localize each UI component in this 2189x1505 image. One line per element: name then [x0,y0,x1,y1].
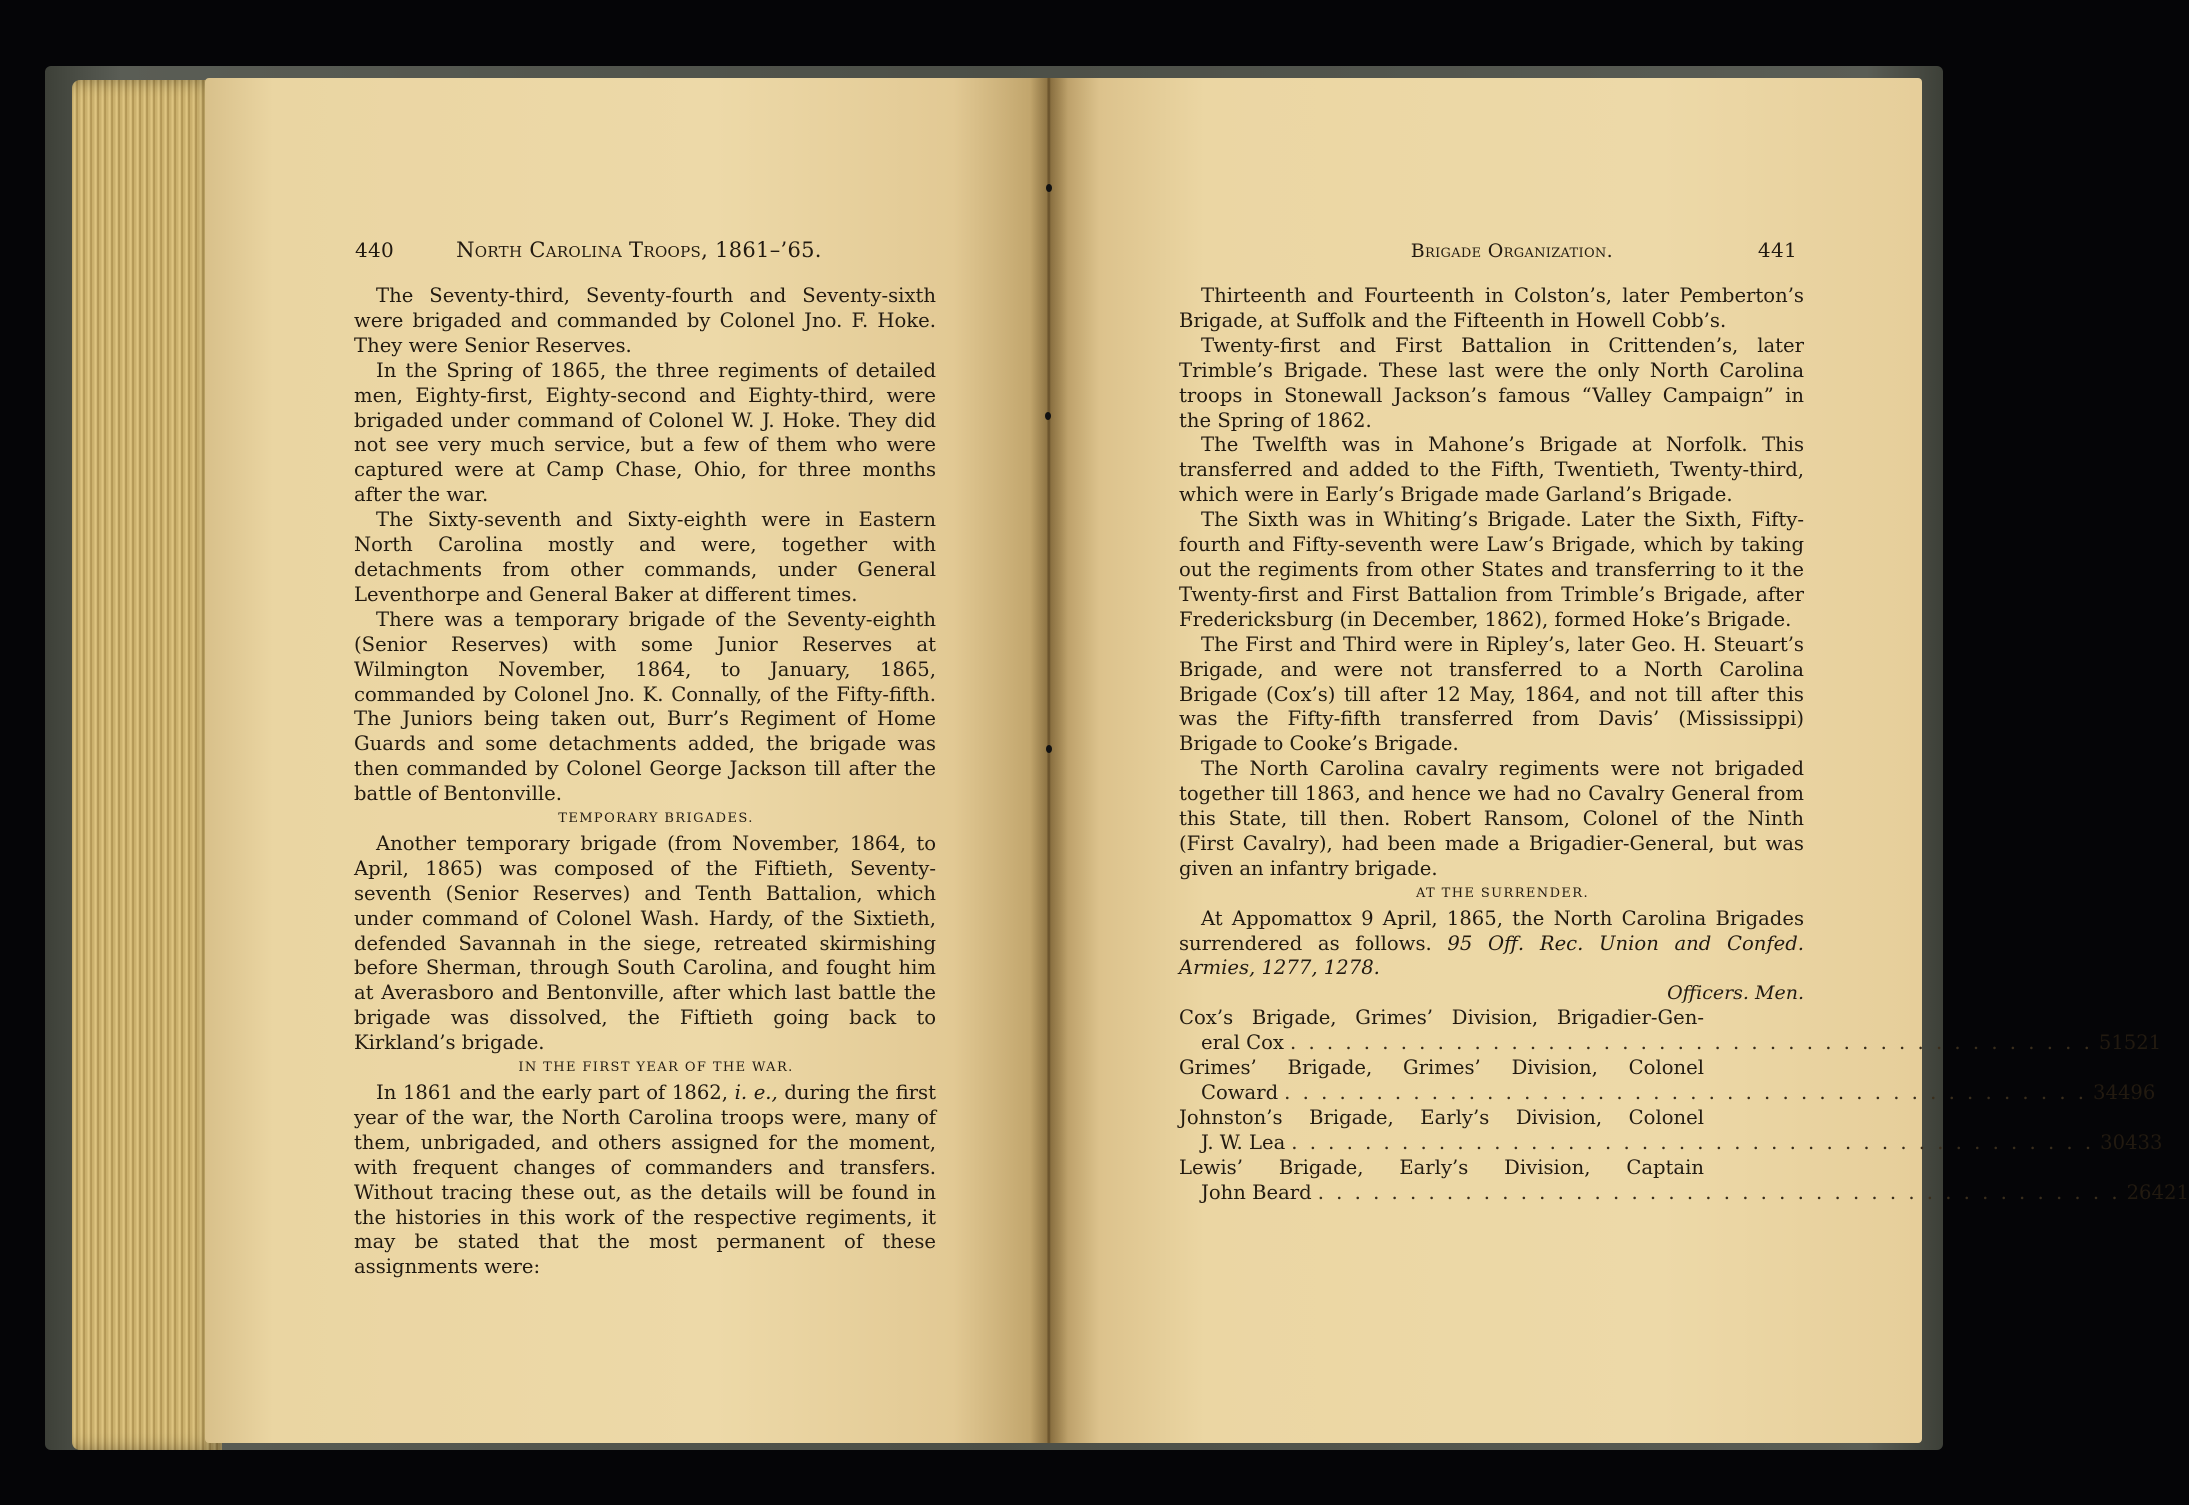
table-row [1179,1106,2163,1156]
row-label: Cox’s Brigade, Grimes’ Division, Brigadier-Gen- [1179,1006,1704,1030]
paragraph: The First and Third were in Ripley’s, later Geo. H. Steuart’s Brigade, and were not transferred to a North Carolina Brigade (Cox’s) till after 12 May, 1864, and not till after this was the Fifty-fifth transferred from Davis’ (Mississippi) Brigade to Cooke’s Brigade. [1179,632,1804,756]
binding-mark [1046,745,1052,753]
left-running-head [355,238,935,262]
right-page-number: 441 [1757,238,1797,262]
left-text-block [354,284,936,1280]
leader-dots: . . . . . . . . . . . . . . . . . . . . . . . . . . . . . . . . . . . . . . . . . . . . [1284,1081,2088,1105]
leader-dots: . . . . . . . . . . . . . . . . . . . . . . . . . . . . . . . . . . . . . . . . . . . . [1317,1180,2121,1204]
table-header [1179,981,1804,1006]
italic-run: i. e., [734,1081,778,1104]
book-gutter [1030,78,1068,1443]
leader-dots: . . . . . . . . . . . . . . . . . . . . . . . . . . . . . . . . . . . . . . . . . . . . [1291,1130,2095,1154]
paragraph: In the Spring of 1865, the three regiments of detailed men, Eighty-first, Eighty-second and Eighty-third, were brigaded under command of Colonel W. J. Hoke. They did not see very much service, but a few of them who were captured were at Camp Chase, Ohio, for three months after the war. [354,358,936,507]
officers-value: 30 [2100,1130,2126,1154]
row-label: Johnston’s Brigade, Early’s Division, Colonel [1179,1106,1704,1129]
citation: 95 Off. Rec. Union and Confed. Armies, 1277, 1278. [1179,931,1804,980]
officers-value: 51 [2098,1031,2124,1055]
binding-mark [1045,412,1051,420]
paragraph: The Sixth was in Whiting’s Brigade. Later the Sixth, Fifty-fourth and Fifty-seventh were Law’s Brigade, which by taking out the regiments from other States and transferring to it the Twenty-first and First Battalion from Trimble’s Brigade, after Fredericksburg (in December, 1862), formed Hoke’s Brigade. [1179,508,1804,631]
officers-value: 34 [2093,1081,2118,1105]
binding-mark [1046,184,1052,192]
text-run: In 1861 and the early part of 1862, [376,1081,735,1104]
row-label-cont: Coward [1201,1081,1279,1105]
page-edges [72,80,222,1450]
section-heading-first-year: IN THE FIRST YEAR OF THE WAR. [518,1060,794,1076]
section-heading-surrender: AT THE SURRENDER. [1415,885,1590,901]
paragraph: The Sixty-seventh and Sixty-eighth were in Eastern North Carolina mostly and were, together with detachments from other commands, under General Leventhorpe and General Baker at different times. [354,508,936,606]
men-value: 496 [2117,1081,2156,1105]
table-row [1179,1056,2156,1106]
row-label-cont: eral Cox [1201,1031,1284,1055]
row-label: Grimes’ Brigade, Grimes’ Division, Colonel [1179,1056,1704,1080]
row-label: Lewis’ Brigade, Early’s Division, Captain [1179,1155,1704,1179]
right-running-head [1177,238,1797,262]
officers-value: 26 [2126,1180,2152,1204]
table-row [1179,1155,2189,1206]
paragraph: There was a temporary brigade of the Seventy-eighth (Senior Reserves) with some Junior Reserves at Wilmington November, 1864, to January, 1865, commanded by Colonel Jno. K. Connally, of the Fifty-fifth. The Juniors being taken out, Burr’s Regiment of Home Guards and some detachments added, the brigade was then commanded by Colonel George Jackson till after the battle of Bentonville. [354,607,936,806]
men-value: 421 [2151,1180,2189,1204]
left-page [205,78,1055,1443]
men-value: 433 [2125,1130,2163,1154]
section-heading-temporary: TEMPORARY BRIGADES. [558,811,754,827]
col-officers: Officers. [1667,982,1749,1005]
surrender-table [1179,981,2189,1205]
paragraph: Another temporary brigade (from November, 1864, to April, 1865) was composed of the Fiftieth, Seventy-seventh (Senior Reserves) and Tenth Battalion, which under command of Colonel Wash. Hardy, of the Sixtieth, defended Savannah in the siege, retreated skirmishing before Sherman, through South Carolina, and fought him at Averasboro and Bentonville, after which last battle the brigade was dissolved, the Fiftieth going back to Kirkland’s brigade. [354,831,936,1055]
left-page-number: 440 [355,238,395,262]
men-value: 521 [2123,1031,2162,1055]
right-page [1047,78,2189,1443]
col-men: Men. [1755,982,1804,1005]
paragraph: The Seventy-third, Seventy-fourth and Seventy-sixth were brigaded and commanded by Colonel Jno. F. Hoke. They were Senior Reserves. [354,284,936,357]
paragraph: The North Carolina cavalry regiments were not brigaded together till 1863, and hence we had no Cavalry General from this State, till then. Robert Ransom, Colonel of the Ninth (First Cavalry), had been made a Brigadier-General, but was given an infantry brigade. [1179,757,1804,880]
table-row [1179,1006,2162,1056]
text-run: during the first year of the war, the North Carolina troops were, many of them, unbrigaded, and others assigned for the moment, with frequent changes of commanders and transfers. Without tracing these out, as the details will be found in the histories in this work of the respective regiments, it may be stated that the most permanent of these assignments were: [354,1081,936,1279]
left-running-title: North Carolina Troops, 1861–’65. [456,238,822,262]
right-text-block [1179,284,2189,1206]
paragraph-first-year [354,1081,936,1280]
paragraph: Thirteenth and Fourteenth in Colston’s, later Pemberton’s Brigade, at Suffolk and the Fifteenth in Howell Cobb’s. [1179,284,1804,332]
leader-dots: . . . . . . . . . . . . . . . . . . . . . . . . . . . . . . . . . . . . . . . . . . . . [1289,1031,2093,1055]
paragraph: Twenty-first and First Battalion in Crittenden’s, later Trimble’s Brigade. These last were the only North Carolina troops in Stonewall Jackson’s famous “Valley Campaign” in the Spring of 1862. [1179,333,1804,432]
paragraph: The Twelfth was in Mahone’s Brigade at Norfolk. This transferred and added to the Fifth, Twentieth, Twenty-third, which were in Early’s Brigade made Garland’s Brigade. [1179,433,1804,507]
paragraph-surrender [1179,907,1804,982]
text-run: At Appomattox 9 April, 1865, the North Carolina Brigades surrendered as follows. [1179,906,1804,955]
row-label-cont: J. W. Lea [1201,1130,1286,1154]
row-label-cont: John Beard [1201,1180,1312,1204]
right-running-title: Brigade Organization. [1410,240,1613,262]
